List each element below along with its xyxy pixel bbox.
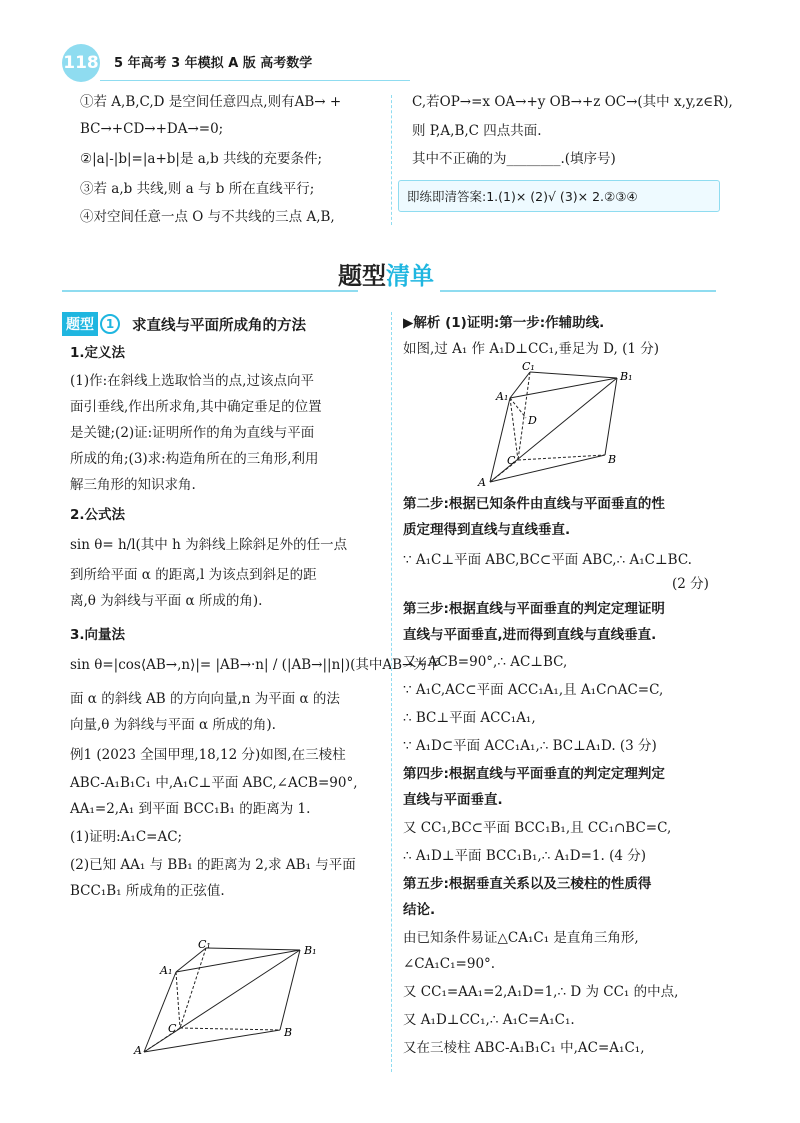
top-left-line: ③若 a,b 共线,则 a 与 b 所在直线平行; [80, 181, 315, 197]
fig2-label-a1: A₁ [160, 964, 173, 977]
fig-label-a1: A₁ [496, 390, 509, 403]
left-col-line: AA₁=2,A₁ 到平面 BCC₁B₁ 的距离为 1. [70, 801, 311, 817]
top-left-line: ②|a|-|b|=|a+b|是 a,b 共线的充要条件; [80, 151, 323, 167]
left-col-line: (1)证明:A₁C=AC; [70, 829, 183, 845]
section-tag [62, 313, 306, 335]
fig-label-c: C [507, 454, 516, 467]
right-col-line: 又 CC₁=AA₁=2,A₁D=1,∴ D 为 CC₁ 的中点, [403, 984, 679, 1000]
top-right-line: C,若OP→=x OA→+y OB→+z OC→(其中 x,y,z∈R), [412, 94, 733, 110]
top-column-divider [391, 95, 393, 225]
left-col-line: sin θ=|cos⟨AB→,n⟩|= |AB→·n| / (|AB→||n|)(其中AB→为平 [70, 657, 441, 673]
left-col-line: 面引垂线,作出所求角,其中确定垂足的位置 [70, 399, 322, 415]
left-col-line: 到所给平面 α 的距离,l 为该点到斜足的距 [70, 567, 317, 583]
fig-label-b1: B₁ [620, 370, 633, 383]
left-col-line: 所成的角;(3)求:构造角所在的三角形,利用 [70, 451, 319, 467]
left-col-line: 1.定义法 [70, 345, 126, 361]
right-col-line: ▶解析 (1)证明:第一步:作辅助线. [403, 315, 605, 331]
top-left-line: BC→+CD→+DA→=0; [80, 121, 224, 137]
top-left-line: ④对空间任意一点 O 与不共线的三点 A,B, [80, 209, 335, 225]
left-col-line: 是关键;(2)证:证明所作的角为直线与平面 [70, 425, 315, 441]
top-left-line: ①若 A,B,C,D 是空间任意四点,则有AB→ + [80, 94, 342, 110]
left-col-line: 例1 (2023 全国甲理,18,12 分)如图,在三棱柱 [70, 747, 346, 763]
right-col-line: 第四步:根据直线与平面垂直的判定定理判定 [403, 766, 665, 782]
answer-text: 即练即清答案:1.(1)× (2)√ (3)× 2.②③④ [407, 189, 638, 204]
fig-label-d: D [528, 414, 537, 427]
right-col-line: 第二步:根据已知条件由直线与平面垂直的性 [403, 496, 665, 512]
right-col-line: 第三步:根据直线与平面垂直的判定定理证明 [403, 601, 665, 617]
left-col-line: 面 α 的斜线 AB 的方向向量,n 为平面 α 的法 [70, 691, 340, 707]
left-col-line: 3.向量法 [70, 627, 126, 643]
column-divider [391, 312, 393, 1072]
left-col-line: (1)作:在斜线上选取恰当的点,过该点向平 [70, 373, 314, 389]
banner-rule-left [62, 290, 358, 292]
right-col-line: 又 CC₁,BC⊂平面 BCC₁B₁,且 CC₁∩BC=C, [403, 820, 672, 836]
left-col-line: sin θ= h/l(其中 h 为斜线上除斜足外的任一点 [70, 537, 348, 553]
left-col-line: ABC-A₁B₁C₁ 中,A₁C⊥平面 ABC,∠ACB=90°, [70, 775, 358, 791]
fig2-label-c1: C₁ [198, 940, 211, 951]
page-number-badge: 118 [62, 44, 100, 82]
right-col-line: ∴ BC⊥平面 ACC₁A₁, [403, 710, 536, 726]
right-col-line: 结论. [403, 902, 436, 918]
answer-box [398, 180, 720, 212]
tag-word: 题型 [62, 312, 98, 336]
left-col-line: 解三角形的知识求角. [70, 477, 196, 493]
right-col-line: 直线与平面垂直. [403, 792, 503, 808]
top-right-line: 则 P,A,B,C 四点共面. [412, 123, 542, 139]
fig2-label-c: C [168, 1022, 177, 1035]
top-right-line: 其中不正确的为________.(填序号) [412, 151, 616, 167]
right-col-line: ∠CA₁C₁=90°. [403, 956, 496, 972]
fig2-label-b: B [284, 1026, 293, 1039]
left-col-line: 离,θ 为斜线与平面 α 所成的角). [70, 593, 263, 609]
right-col-line: (2 分) [672, 576, 709, 592]
right-col-line: ∵ A₁D⊂平面 ACC₁A₁,∴ BC⊥A₁D. (3 分) [403, 738, 657, 754]
fig2-label-a: A [134, 1044, 142, 1057]
banner-rule-right [440, 290, 716, 292]
right-col-line: 又在三棱柱 ABC-A₁B₁C₁ 中,AC=A₁C₁, [403, 1040, 645, 1056]
right-col-line: ∵ A₁C⊥平面 ABC,BC⊂平面 ABC,∴ A₁C⊥BC. [403, 552, 692, 568]
fig-label-b: B [608, 453, 617, 466]
right-col-line: 如图,过 A₁ 作 A₁D⊥CC₁,垂足为 D, (1 分) [403, 341, 659, 357]
right-col-line: 又 A₁D⊥CC₁,∴ A₁C=A₁C₁. [403, 1012, 575, 1028]
right-col-line: 由已知条件易证△CA₁C₁ 是直角三角形, [403, 930, 639, 946]
left-col-line: 2.公式法 [70, 507, 126, 523]
banner-part2: 清单 [386, 262, 434, 290]
prism-figure-left [130, 940, 320, 1060]
left-col-line: 向量,θ 为斜线与平面 α 所成的角). [70, 717, 276, 733]
right-col-line: ∵ A₁C,AC⊂平面 ACC₁A₁,且 A₁C∩AC=C, [403, 682, 664, 698]
right-col-line: 直线与平面垂直,进而得到直线与直线垂直. [403, 627, 657, 643]
header-rule [100, 80, 410, 81]
tag-number: 1 [100, 314, 120, 334]
fig2-label-b1: B₁ [304, 944, 317, 957]
left-col-line: (2)已知 AA₁ 与 BB₁ 的距离为 2,求 AB₁ 与平面 [70, 857, 356, 873]
prism-figure-right [470, 360, 640, 490]
fig-label-a: A [478, 476, 486, 489]
section-banner [338, 256, 458, 288]
fig-label-c1: C₁ [522, 360, 535, 373]
banner-part1: 题型 [338, 262, 386, 290]
right-col-line: ∴ A₁D⊥平面 BCC₁B₁,∴ A₁D=1. (4 分) [403, 848, 646, 864]
section-title: 求直线与平面所成角的方法 [132, 317, 306, 334]
book-title: 5 年高考 3 年模拟 A 版 高考数学 [114, 56, 313, 71]
right-col-line: 第五步:根据垂直关系以及三棱柱的性质得 [403, 876, 652, 892]
left-col-line: BCC₁B₁ 所成角的正弦值. [70, 883, 225, 899]
right-col-line: 质定理得到直线与直线垂直. [403, 522, 571, 538]
right-col-line: 又∠ACB=90°,∴ AC⊥BC, [403, 654, 568, 670]
